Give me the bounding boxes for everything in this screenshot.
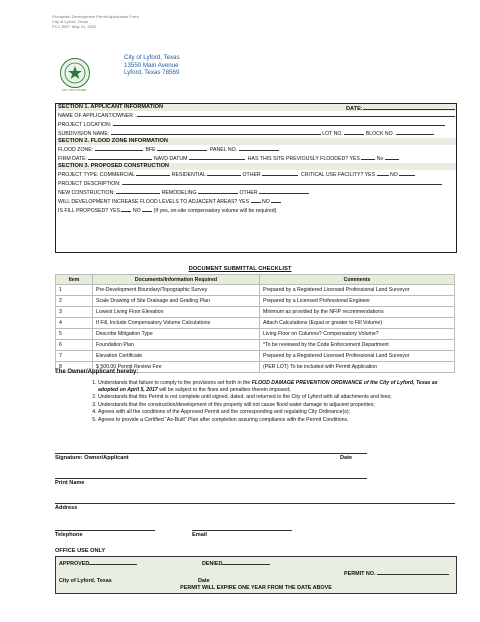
print-name-line[interactable] (55, 478, 367, 479)
residential-label: RESIDENTIAL (171, 172, 206, 178)
address-line1: 13550 Main Avenue (124, 61, 179, 69)
new-construction-label: NEW CONSTRUCTION: (58, 190, 115, 196)
term-1-text: Understands that failure to comply to the provisions set forth in the (98, 380, 252, 386)
document-cell: Scale Drawing of Site Drainage and Grading Plan (93, 296, 260, 307)
permit-no-row (344, 569, 449, 577)
office-use-heading: OFFICE USE ONLY (55, 548, 106, 554)
term-3: 3. Understands that the construction/development of this property will not cause flood water damage to adjacent properties; (98, 402, 454, 409)
increase-no-field[interactable] (271, 197, 281, 203)
bfe-label: BFE (145, 147, 156, 153)
project-description-field[interactable] (122, 179, 442, 185)
address-label: Address (55, 505, 78, 511)
address-line2: Lyford, Texas 78569 (124, 69, 180, 77)
panel-field[interactable] (239, 145, 279, 151)
form-revision: PCC-REF: May 21, 2020 (52, 24, 97, 29)
comment-cell: *To be reviewed by the Code Enforcement Department (260, 340, 455, 351)
flood-zone-field[interactable] (95, 145, 143, 151)
project-description-row (56, 179, 456, 188)
project-location-row (56, 120, 456, 129)
signature-label: Signature: Owner/Applicant (55, 455, 129, 461)
firm-date-label: FIRM DATE: (58, 156, 88, 162)
table-row (56, 340, 455, 351)
date-field[interactable] (363, 104, 455, 110)
document-cell: $ 500.00 Permit Review Fee (93, 362, 260, 373)
project-location-label: PROJECT LOCATION: (58, 122, 112, 128)
residential-field[interactable] (207, 170, 241, 176)
col-documents-header: Documents/Information Required (93, 275, 260, 285)
critical-yes-field[interactable] (377, 170, 389, 176)
panel-label: PANEL NO. (209, 147, 238, 153)
construction-type-row (56, 188, 456, 197)
term-4: 4. Agrees with all the conditions of the Approved Permit and the corresponding and regulating City Ordinance(s); (98, 409, 454, 416)
flooded-no-field[interactable] (385, 154, 399, 160)
bfe-field[interactable] (157, 145, 207, 151)
section1-title: SECTION 1. APPLICANT INFORMATION (58, 104, 164, 110)
item-number: 8 (56, 362, 93, 373)
commercial-field[interactable] (136, 170, 170, 176)
project-type-label: PROJECT TYPE: COMMERCIAL (58, 172, 135, 178)
office-use-box (55, 556, 457, 594)
section3-title: SECTION 3. PROPOSED CONSTRUCTION (58, 163, 169, 169)
project-location-field[interactable] (113, 120, 445, 126)
city-name: City of Lyford, Texas (124, 54, 180, 61)
checklist-title: DOCUMENT SUBMITTAL CHECKLIST (188, 266, 292, 272)
approved-label: APPROVED (59, 561, 90, 567)
signature-line[interactable] (55, 453, 367, 454)
other-field[interactable] (262, 170, 298, 176)
document-cell: If Fill, Include Compensatory Volume Calculations (93, 318, 260, 329)
permit-expiration-note: PERMIT WILL EXPIRE ONE YEAR FROM THE DATE ABOVE (180, 585, 332, 591)
increase-no-label: NO (261, 199, 270, 205)
checklist-header-row (56, 275, 455, 285)
document-cell: Pre-Development Boundary/Topographic Survey (93, 285, 260, 296)
denied-label: DENIED (202, 561, 223, 567)
flood-zone-row (56, 145, 456, 154)
flood-increase-row (56, 197, 456, 206)
denied-row (202, 559, 270, 567)
permit-no-label: PERMIT NO. (344, 571, 376, 577)
application-sections (55, 103, 457, 253)
flooded-yes-field[interactable] (361, 154, 375, 160)
term-5: 5. Agrees to provide a Certified “As-Built” Plan after completion assuring compliance with the Permit Conditions. (98, 417, 454, 424)
form-city: City of Lyford, Texas (52, 19, 89, 24)
lot-field[interactable] (344, 129, 364, 135)
critical-no-label: NO (390, 172, 398, 178)
critical-use-label: CRITICAL USE FACILITY? YES (301, 172, 376, 178)
fill-question: IS FILL PROPOSED? YES (58, 208, 120, 214)
city-address (124, 54, 180, 77)
item-number: 1 (56, 285, 93, 296)
term-1-text-end: will be subject to the fines and penalties therein imposed; (157, 386, 291, 393)
comment-cell: Prepared by a Registered Licensed Professional Land Surveyor (260, 351, 455, 362)
table-row (56, 318, 455, 329)
table-row (56, 307, 455, 318)
item-number: 3 (56, 307, 93, 318)
comment-cell: Prepared by a Licensed Professional Engineer (260, 296, 455, 307)
item-number: 2 (56, 296, 93, 307)
subdivision-row (56, 129, 456, 138)
terms-list (86, 380, 454, 424)
section2-title: SECTION 2. FLOOD ZONE INFORMATION (58, 138, 168, 144)
seal-label: CITY OF LYFORD (61, 88, 87, 92)
fill-no-field[interactable] (142, 206, 152, 212)
comment-cell: Attach Calculations (Equal or greater to Fill Volume) (260, 318, 455, 329)
project-type-row (56, 170, 456, 179)
flooded-no-label: No (376, 156, 384, 162)
form-name: Floodplain Development Permit Application Form (52, 14, 139, 19)
block-field[interactable] (396, 129, 434, 135)
section1-heading (56, 104, 456, 111)
lot-label: LOT NO. (322, 131, 343, 137)
fill-yes-field[interactable] (121, 206, 131, 212)
navd-field[interactable] (189, 154, 245, 160)
item-number: 4 (56, 318, 93, 329)
subdivision-field[interactable] (111, 129, 321, 135)
office-date-label: Date (198, 578, 210, 584)
firm-date-field[interactable] (88, 154, 152, 160)
document-cell: Foundation Plan (93, 340, 260, 351)
fill-note: (If yes, on-site compensatory volume will be required) (153, 208, 277, 214)
denied-field[interactable] (222, 559, 270, 565)
project-description-label: PROJECT DESCRIPTION: (58, 181, 121, 187)
document-cell: Lowest Living Floor Elevation (93, 307, 260, 318)
flood-zone-label: FLOOD ZONE: (58, 147, 94, 153)
term-2: 2. Understands that this Permit is not complete until signed, dated, and returned to the City of Lyford with all attachments and fees; (98, 394, 454, 401)
critical-no-field[interactable] (399, 170, 415, 176)
subdivision-label: SUBDIVISION NAME: (58, 131, 110, 137)
permit-no-field[interactable] (377, 569, 449, 575)
table-row (56, 285, 455, 296)
comment-cell: Minimum as provided by the NFIP recommendations (260, 307, 455, 318)
increase-yes-field[interactable] (251, 197, 261, 203)
owner-heading: The Owner/Applicant hereby: (55, 369, 139, 375)
navd-label: NAVD DATUM (153, 156, 188, 162)
table-row (56, 296, 455, 307)
item-number: 5 (56, 329, 93, 340)
item-number: 6 (56, 340, 93, 351)
telephone-label: Telephone (55, 532, 83, 538)
table-row (56, 329, 455, 340)
flooded-question: HAS THIS SITE PREVIOUSLY FLOODED? YES (247, 156, 360, 162)
signature-date-label: Date (340, 455, 353, 461)
ordinance-reference: FLOOD DAMAGE PREVENTION ORDINANCE of the City of Lyford, Texas as adopted on April 5, 2017 (98, 380, 438, 393)
other-label: OTHER (242, 172, 261, 178)
telephone-line[interactable] (55, 530, 155, 531)
table-row (56, 351, 455, 362)
owner-terms (86, 380, 454, 425)
email-line[interactable] (192, 530, 292, 531)
print-name-label: Print Name (55, 480, 85, 486)
section2-heading (56, 138, 456, 145)
col-comments-header: Comments (260, 275, 455, 285)
flood-increase-question: WILL DEVELOPMENT INCREASE FLOOD LEVELS TO ADJACENT AREAS? YES (58, 199, 250, 205)
remodeling-field[interactable] (198, 188, 238, 194)
city-seal-icon (60, 58, 90, 88)
remodeling-label: REMODELING (161, 190, 197, 196)
fill-row (56, 206, 456, 215)
checklist-table (55, 274, 455, 373)
address-line[interactable] (55, 503, 455, 504)
col-item-header: Item (56, 275, 93, 285)
document-cell: Elevation Certificate (93, 351, 260, 362)
form-header (52, 14, 139, 29)
section3-heading (56, 163, 456, 170)
comment-cell: (PER LOT) To be included with Permit Application (260, 362, 455, 373)
approved-row (59, 559, 137, 567)
approved-field[interactable] (89, 559, 137, 565)
comment-cell: Prepared by a Registered Licensed Professional Land Surveyor (260, 285, 455, 296)
applicant-name-label: NAME OF APPLICANT/OWNER : (58, 113, 136, 119)
item-number: 7 (56, 351, 93, 362)
email-label: Email (192, 532, 207, 538)
comment-cell: Living Floor on Columns? Compensatory Volume? (260, 329, 455, 340)
block-label: BLOCK NO. (365, 131, 395, 137)
other2-label: OTHER (239, 190, 258, 196)
document-cell: Describe Mitigation Type (93, 329, 260, 340)
new-construction-field[interactable] (116, 188, 160, 194)
date-label: DATE: (346, 106, 363, 112)
office-city: City of Lyford, Texas (59, 578, 112, 584)
other2-field[interactable] (259, 188, 309, 194)
fill-no-label: NO (132, 208, 141, 214)
term-1 (98, 380, 454, 393)
firm-date-row (56, 154, 456, 163)
